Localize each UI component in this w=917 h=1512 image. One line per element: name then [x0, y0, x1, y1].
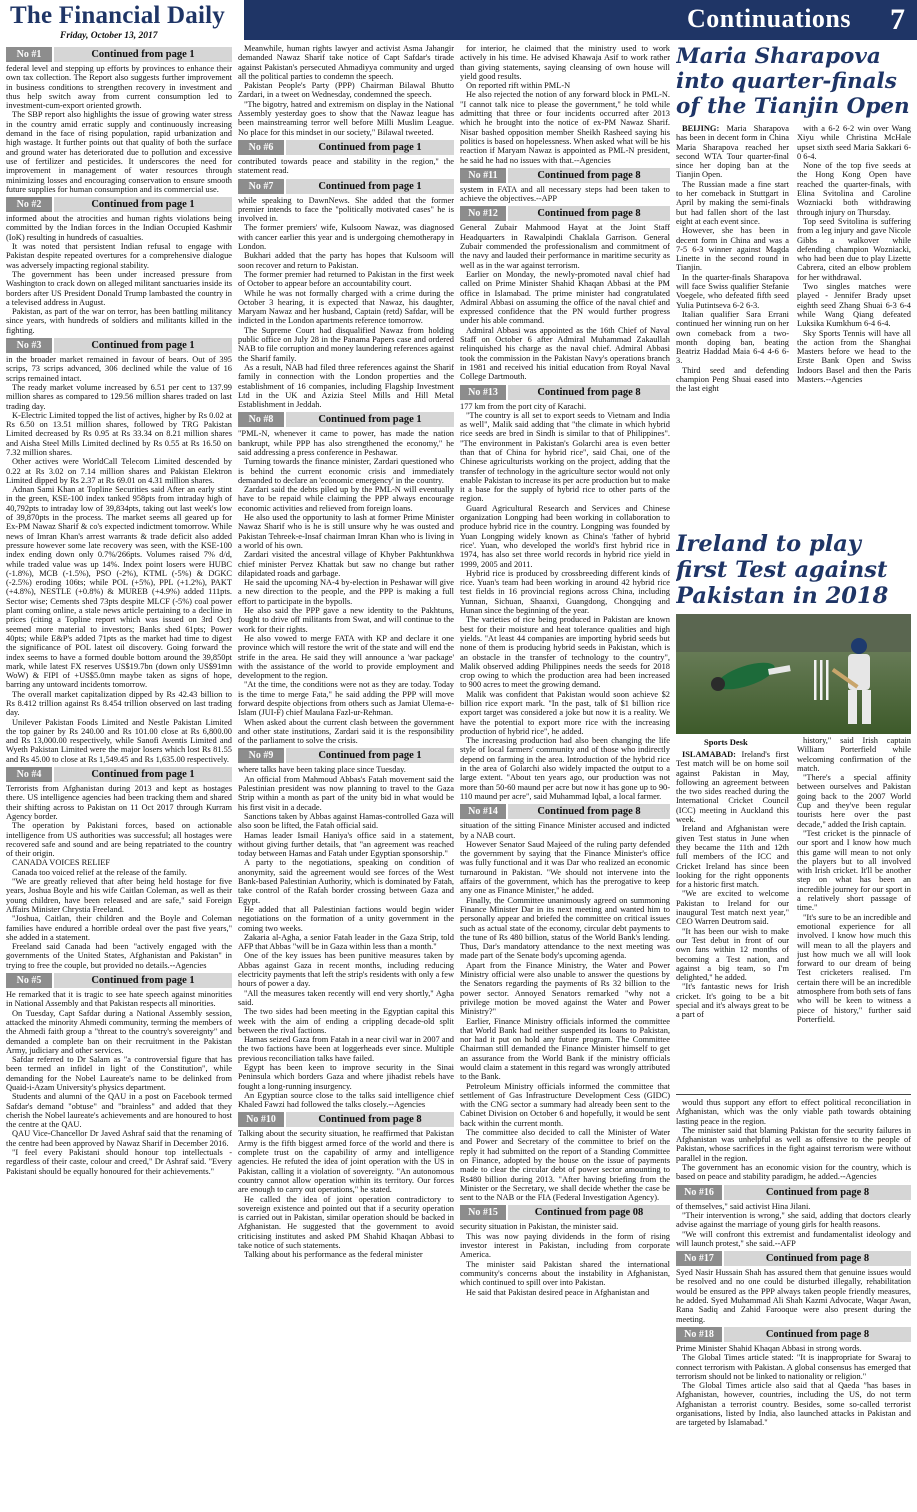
story-paragraph: would thus support any effort to effect political reconciliation in Afghanistan, which was the only viable path towards obtaining lasting peace in the region. — [676, 1098, 911, 1126]
continuation-number: No #15 — [460, 1205, 506, 1220]
story-paragraph: The ready market volume increased by 6.51 per cent to 137.99 million shares as compared to 129.56 million shares traded on last trading day. — [6, 382, 232, 411]
story-paragraph: The minister said that blaming Pakistan for the security failures in Afghanistan was unhelpful as well as offensive to the people of Pakistan, whose sacrifices in the fight against terrorism were without parallel in the region. — [676, 1125, 911, 1163]
continuation-title: Continued from page 8 — [724, 1185, 911, 1200]
story-paragraph: Sky Sports Tennis will have all the action from the Shanghai Masters before we head to the Erste Bank Open and Swiss Indoors Basel and then the Paris Masters.--Agencies — [797, 328, 911, 385]
story-paragraph: In the quarter-finals Sharapova will face Swiss qualifier Stefanie Voegele, who defeated fifth seed Yulia Putintseva 6-2 6-3. — [676, 272, 789, 310]
continuation-number: No #13 — [460, 385, 506, 400]
story-paragraph: "We are excited to welcome Pakistan to Ireland for our inaugural Test match next year," CEO Warren Deutrom said. — [676, 889, 789, 927]
story-paragraph: It was noted that persistent Indian refusal to engage with Pakistan despite repeated overtures for a comprehensive dialogue was adversely impacting regional stability. — [6, 242, 232, 270]
story-paragraph: Adnan Sami Khan at Topline Securities said After an early stint in the green, KSE-100 index tanked 958pts from intraday high of 40,792pts to intraday low of 39,834pts, taking out last week's low of 39,870pts in the process. The market seems all geared up for Ex-PM Nawaz Sharif & co's expected indictment tomorrow. While news of Imran Khan's arrest warrants & trade deficit also added pressure however some late recovery was seen, with the KSE-100 index ending down only 0.7%/266pts. Volumes raised 7% d/d, while traded value was up 14%. Index point losers were HUBC (-1.8%), MCB (-1.5%), PSO (-2%), KTML (-5%) & DGKC (-2.5%) eroding 106ts; while POL (+5%), PPL (+1.2%), PAKT (+4.8%), NESTLE (+0.8%) & MUREB (+4.9%) added 111pts. Sector wise; Cements shed 73pts despite MLCF (-5%) coal power plant coming online, a stale news article pertaining to a decline in prices (citing a Topline report which was issued on 3rd Oct) seemed more material to investors; Banks shed 61pts; Power 40pts; while E&P's added 71pts as the market had time to digest the significance of POL latest oil discovery. Going forward the index seems to have a formed double bottom around the 39,850pt mark, while latest FX reserves US$19.7bn (down only US$91mn WoW) & FIPI of +US$5.0mn maybe taken as signs of hope, barring any untoward incidents tomorrow. — [6, 485, 232, 690]
story-paragraph: Apart from the Finance Ministry, the Water and Power Ministry official were also unable to answer the questions by the Senators regarding the payments of Rs 32 billion to the power sector. Annoyed Senators remarked "why not a privilege motion be moved against the Water and Power Ministry?" — [460, 960, 670, 1017]
story-paragraph: A party to the negotiations, speaking on condition of anonymity, said the agreement would see forces of the West Bank-based Palestinian Authority, which is dominated by Fatah, take control of the Rafah border crossing between Gaza and Egypt. — [238, 858, 454, 905]
continuation-number: No #1 — [6, 47, 52, 62]
masthead — [0, 0, 917, 40]
story-paragraph: "It has been our wish to make our Test debut in front of our own fans within 12 months of becoming a Test nation, and against a big team, so I'm delighted," he added. — [676, 926, 789, 983]
story-paragraph: "The bigotry, hatred and extremism on display in the National Assembly yesterday goes to show that the Nawaz league has been mainstreaming terror well before Milli Muslim League. No place for this mindset in our society," Bilawal tweeted. — [238, 99, 454, 137]
story-paragraph: The committee also decided to call the Minister of Water and Power and Secretary of the committee to brief on the reply it had submitted on the report of a Standing Committee on Finance, adopted by the house on the issue of payments made to clear the circular debt of power sector amounting to Rs480 billion during 2013. "After having briefing from the Minister or the Secretary, we shall decide whether the case be sent to the NAB or the FIA (Federal Investigation Agency). — [460, 1128, 670, 1203]
story-paragraph: The former premiers' wife, Kulsoom Nawaz, was diagnosed with cancer earlier this year and is undergoing chemotherapy in London. — [238, 223, 454, 252]
sharapova-headline: Maria Sharapova into quarter-finals of the Tianjin Open — [676, 44, 910, 119]
story-paragraph: Students and alumni of the QAU in a post on Facebook termed Safdar's demand "obtuse" and "brainless" and added that they cherish the Nobel laureate's achievements and are honoured to host the centre at the QAU. — [6, 1092, 232, 1130]
section-title: Continuations — [687, 4, 851, 33]
continuation-title: Continued from page 8 — [508, 385, 670, 400]
story-paragraph: The two sides had been meeting in the Egyptian capital this week with the aim of ending a crippling decade-old split between the rival factions. — [238, 1007, 454, 1035]
continuation-title: Continued from page 1 — [54, 767, 232, 782]
sharapova-right — [797, 124, 911, 519]
continuation-number: No #5 — [6, 973, 52, 988]
story-paragraph: Hamas leader Ismail Haniya's office said in a statement, without giving further details, that "an agreement was reached today between Hamas and Fatah under Egyptian sponsorship." — [238, 830, 454, 859]
story-paragraph: Zardari said the debts piled up by the PML-N will eventually have to be repaid while claiming the PPP always encourage economic activities and relieved from foreign loans. — [238, 485, 454, 513]
story-paragraph: history," said Irish captain William Porterfield while welcoming confirmation of the match. — [797, 736, 911, 773]
story-paragraph: Terrorists from Afghanistan during 2013 and kept as hostages there. US intelligence agencies had been tracking them and shared their shifting across to Pakistan on 11 Oct 2017 through Kurram Agency border. — [6, 784, 232, 821]
story-paragraph: "Test cricket is the pinnacle of our sport and I know how much this game will mean to not only the players but to all involved with Irish cricket. It'll be another step on what has been an incredible journey for our sport in a relatively short passage of time." — [797, 828, 911, 913]
continuation-title: Continued from page 1 — [54, 338, 232, 353]
story-paragraph: An official from Mahmoud Abbas's Fatah movement said the Palestinian president was now planning to travel to the Gaza Strip within a month as part of the unity bid in what would be his first visit in a decade. — [238, 774, 454, 812]
story-paragraph: While he was not formally charged with a crime during the October 3 hearing, it is expected that Nawaz, his daughter, Maryam Nawaz and her husband, Captain (retd) Safdar, will be indicted in the London apartments reference tomorrow. — [238, 288, 454, 326]
continuation-header — [238, 748, 454, 763]
story-paragraph: The increasing production had also been changing the life style of local farmers' community and of those who indirectly depend on farming in the area. Introduction of the hybrid rice in the area of Golarchi also widely impacted the output to a large extent. "About ten years ago, our production was not more than 50-60 maund per acre but now it has gone up to 90-110 maund per acre", said Muhammad Iqbal, a local farmer. — [460, 736, 670, 801]
story-paragraph: Zakaria al-Agha, a senior Fatah leader in the Gaza Strip, told AFP that Abbas "will be in Gaza within less than a month." — [238, 932, 454, 952]
story-paragraph: On Tuesday, Capt Safdar during a National Assembly session, attacked the minority Ahmedi community, terming the members of the Ahmedi faith group a "threat to the country's sovereignty" and demanded a complete ban on their recruitment in the Pakistan Army, judiciary and other services. — [6, 1008, 232, 1055]
continuation-header — [460, 206, 670, 221]
story-paragraph: in the broader market remained in favour of bears. Out of 395 scrips, 73 scrips advanced, 306 declined while the value of 16 scrips remained intact. — [6, 355, 232, 383]
story-paragraph: Egypt has been keen to improve security in the Sinai Peninsula which borders Gaza and where jihadist rebels have fought a long-running insurgency. — [238, 1062, 454, 1091]
story-paragraph: K-Electric Limited topped the list of actives, higher by Rs 0.02 at Rs 6.50 on 13.51 million shares, followed by TRG Pakistan Limited decreased by Rs 0.95 at Rs 33.34 on 8.21 million shares and Aisha Steel Mills Limited declined by Rs 0.55 at Rs 16.50 on 7.32 million shares. — [6, 410, 232, 457]
story-paragraph: Two singles matches were played - Jennifer Brady upset eighth seed Zhang Shuai 6-3 6-4 while Wang Qiang defeated Luksika Kumkhum 6-4 6-4. — [797, 282, 911, 329]
story-paragraph: Hamas seized Gaza from Fatah in a near civil war in 2007 and the two factions have been at loggerheads ever since. Multiple previous reconciliation talks have failed. — [238, 1035, 454, 1063]
continuation-number: No #10 — [238, 1112, 284, 1127]
continuation-header — [238, 140, 454, 155]
story-paragraph: The Supreme Court had disqualified Nawaz from holding public office on July 28 in the Panama Papers case and ordered NAB to file corruption and money laundering references against the Sharif family. — [238, 325, 454, 363]
continuation-title: Continued from page 8 — [724, 1327, 911, 1342]
story-paragraph: He added that all Palestinian factions would begin wider negotiations on the formation of a unity government in the coming two weeks. — [238, 904, 454, 933]
continuation-title: Continued from page 8 — [286, 1112, 454, 1127]
story-paragraph: On reported rift within PML-N — [466, 81, 571, 91]
story-paragraph: One of the key issues has been punitive measures taken by Abbas against Gaza in recent months, including reducing electricity payments that left the strip's residents with only a few hours of power a day. — [238, 951, 454, 989]
story-paragraph: "I feel every Pakistani should honour top intellectuals - regardless of their caste, colour and creed," Dr Ashraf said. "Every Pakistani should be equally honoured for their achievements." — [6, 1148, 232, 1176]
story-paragraph: "At the time, the conditions were not as they are today. Today is the time to merge Fata," he said adding the PPP will move forward despite objections from others such as Jamiat Ulema-e-Islam (JUI-F) chief Maulana Fazl-ur-Rehman. — [238, 680, 454, 718]
continuation-header — [460, 804, 670, 819]
continuation-header — [460, 168, 670, 183]
story-paragraph: for interior, he claimed that the ministry used to work actively in his time. He advised Khawaja Asif to work rather than giving statements, saying cleansing of own house will yield good results. — [460, 44, 670, 81]
story-paragraph: QAU Vice-Chancellor Dr Javed Ashraf said that the renaming of the centre had been approved by Nawaz Sharif in December 2016. — [6, 1129, 232, 1148]
col4-bottom — [676, 1098, 911, 1506]
story-paragraph: Malik was confident that Pakistan would soon achieve $2 billion rice export mark. "In the past, talk of $1 billion rice export target was considered a joke but now it is a reality. We have the potential to export more rice with the increasing production of hybrid rice", he added. — [460, 689, 670, 736]
story-paragraph: The former premier had returned to Pakistan in the first week of October to appear before an accountability court. — [238, 269, 454, 289]
continuation-header — [676, 1251, 911, 1266]
story-paragraph: An Egyptian source close to the talks said intelligence chief Khaled Fawzi had followed the talks closely.--Agencies — [238, 1090, 454, 1110]
story-paragraph: "There's a special affinity between ourselves and Pakistan going back to the 2007 World Cup and they've been regular tourists here over the past decade," added the Irish captain. — [797, 773, 911, 829]
continuation-number: No #12 — [460, 206, 506, 221]
issue-date: Friday, October 13, 2017 — [60, 31, 158, 41]
story-paragraph: The government has an economic vision for the country, which is based on peace and stability paradigm, he added.--Agencies — [676, 1163, 911, 1182]
story-paragraph: with a 6-2 6-2 win over Wang Xiyu while Christina McHale upset sixth seed Maria Sakkari 6-0 6-4. — [797, 124, 911, 161]
continuation-header — [238, 412, 454, 427]
story-paragraph: informed about the atrocities and human rights violations being committed by the Indian forces in the Indian Occupied Kashmir (IoK) resulting in hundreds of casualties. — [6, 214, 232, 242]
story-paragraph: The Global Times article stated: "It is inappropriate for Swaraj to connect terrorism with Pakistan. A global consensus has emerged that terrorism should not be linked to nationality or religion." — [676, 1353, 911, 1381]
cricket-match-photo — [676, 614, 911, 734]
story-paragraph: 177 km from the port city of Karachi. — [460, 401, 587, 411]
newspaper-brand: The Financial Daily — [10, 2, 225, 29]
story-paragraph: "The country is all set to export seeds to Vietnam and India as well", Malik said adding that "the climate in which hybrid rice seeds are bred in Sindh is similar to that of Philippines". "The environment in Pakistan's Golarchi area is even better than that of China for hybrid rice", said Chai, one of the Chinese agriculturists working on the project, adding that the transfer of technology in the agriculture sector would not only enable Pakistan to increase its per acre production but to make it a base for the supply of hybrid rice to other parts of the region. — [460, 410, 670, 504]
story-paragraph: Finally, the Committee unanimously agreed on summoning Finance Minister Dar in its next meeting and wanted him to personally appear and briefed the committee on critical issues such as actual state of the economy, circular debt payments to the tune of Rs 480 billion, status of the World Bank's lending. Thus, Dar's mandatory attendance to the next meeting was made part of the Senate body's upcoming agenda. — [460, 895, 670, 961]
story-paragraph: security situation in Pakistan, the minister said. — [460, 1222, 619, 1232]
story-paragraph: Prime Minister Shahid Khaqan Abbasi in strong words. — [676, 1343, 862, 1353]
story-paragraph: General Zubair Mahmood Hayat at the Joint Staff Headquarters in Rawalpindi Chaklala Garrison. General Zubair commended the professionalism and commitment of the navy and lauded their performance in maritime security as well as in the war against terrorism. — [460, 223, 670, 270]
story-paragraph: "PML-N, whenever it came to power, has made the nation bankrupt, while PPP has also strengthened the economy," he said addressing a press conference in Peshawar. — [238, 429, 454, 457]
continuation-number: No #3 — [6, 338, 52, 353]
continuation-header — [6, 197, 232, 212]
story-paragraph: system in FATA and all necessary steps had been taken to achieve the objectives.--APP — [460, 184, 670, 204]
story-paragraph: Hybrid rice is produced by crossbreeding different kinds of rice. Yuan's team had been working in around 42 hybrid rice test fields in 16 provincial regions across China, including Yunnan, Sichuan, Shaanxi, Guangdong, Chongqing and Hunan since the beginning of the year. — [460, 568, 670, 616]
continuation-header — [676, 1327, 911, 1342]
story-paragraph: "All the measures taken recently will end very shortly," Agha said. — [238, 988, 454, 1007]
ireland-left: ISLAMABAD: Ireland's first Test match will be on home soil against Pakistan in May, following an agreement between the two sides reached during the International Cricket Council (ICC) meeting in Auckland this week. Ireland and Afghanistan were given Test status in June when they became the 11th and 12th full members of the ICC and Cricket Ireland has since been looking for the right opponents for a historic first match. "We are excited to welcome Pakistan to Ireland for our inaugural Test match next year," CEO Warren Deutrom said. "It has been our wish to make our Test debut in front of our own fans within 12 months of becoming a Test nation, and against a big team, so I'm delighted," he added. "It's fantastic news for Irish cricket. It's going to be a bit special and it's always great to be a part of — [676, 750, 789, 1020]
story-paragraph: He said the upcoming NA-4 by-election in Peshawar will give a new direction to the people, and the PPP is making a full effort to participate in the bypolls. — [238, 578, 454, 606]
story-paragraph: Other actives were WorldCall Telecom Limited descended by 0.22 at Rs 3.02 on 7.14 million shares and Pakistan Elektron Limited dipped by Rs 2.37 at Rs 69.01 on 4.31 million shares. — [6, 457, 232, 485]
story-paragraph: Earlier on Monday, the newly-promoted naval chief had called on Prime Minister Shahid Khaqan Abbasi at the PM office in Islamabad. The prime minister had congratulated Admiral Abbasi on assuming the office of the naval chief and expressed confidence that the PN would further progress under his able command. — [460, 269, 670, 326]
story-paragraph: When asked about the current clash between the government and other state institutions, Zardari said it is the responsibility of the parliament to solve the crisis. — [238, 717, 454, 746]
story-paragraph: contributed towards peace and stability in the region," the statement read. — [238, 156, 454, 176]
story-paragraph: Guard Agricultural Research and Services and Chinese organization Longping had been working in collaboration to produce hybrid rice in the country. Longping was founded by Yuan Longping widely known as China's 'father of hybrid rice'. Yuan, who developed the world's first hybrid rice in 1974, has also set three world records in hybrid rice yield in 1999, 2005 and 2011. — [460, 503, 670, 569]
story-paragraph: The operation by Pakistani forces, based on actionable intelligence from US authorities was successful; all hostages were recovered safe and sound and are being repatriated to the country of their origin. — [6, 821, 232, 859]
story-paragraph: However Senator Saud Majeed of the ruling party defended the government by saying that the Finance Minister's office was fully functional and it was Dar who realized an economic turnaround in Pakistan. "We should not intervene into the affairs of the government, which has the prerogative to keep any one as Finance Minister," he added. — [460, 839, 670, 896]
story-paragraph: He also rejected the notion of any forward block in PML-N. "I cannot talk nice to please the government," he told while admitting that three or four incidents occurred after 2013 which he brought into the notice of ex-PM Nawaz Sharif. Nisar bashed opposition member Sheikh Rasheed saying his politics is based on hopelessness. When asked what will be his reaction if Maryam Nawaz is appointed as PML-N president, he said he had no issues with that.--Agencies — [460, 90, 670, 165]
story-paragraph: Turning towards the finance minister, Zardari questioned who is behind the current economic crisis and immediately demanded to declare an 'economic emergency' in the country. — [238, 457, 454, 485]
story-paragraph: None of the top five seeds at the Hong Kong Open have reached the quarter-finals, with Elina Svitolina and Caroline Wozniacki both withdrawing through injury on Thursday. — [797, 161, 911, 217]
continuation-title: Continued from page 1 — [286, 412, 454, 427]
story-paragraph: The minister said Pakistan shared the international community's concerns about the instability in Afghanistan, which continued to spill over into Pakistan. — [460, 1259, 670, 1288]
continuation-header — [6, 973, 232, 988]
continuation-header — [6, 338, 232, 353]
story-paragraph: Syed Nasir Hussain Shah has assured them that genuine issues would be resolved and no one could be disturbed illegally, rehabilitation would be ensured as the PPP always taken people friendly measures, he added. Syed Muhammad Ali Shah Kazmi Advocate, Waqar Awan, Rana Sadiq and Zahid Farooque were also present during the meeting. — [676, 1268, 911, 1324]
story-paragraph: The overall market capitalization dipped by Rs 42.43 billion to Rs 8.412 trillion against Rs 8.454 trillion observed on last trading day. — [6, 689, 232, 718]
photo-caption: Sports Desk — [704, 737, 748, 747]
column-2 — [238, 44, 454, 1506]
story-paragraph: Third seed and defending champion Peng Shuai eased into the last eight — [676, 365, 789, 394]
continuation-number: No #11 — [460, 168, 506, 183]
story-paragraph: However, she has been in decent form in China and was a 7-5 6-3 winner against Magda Linette in the second round in Tianjin. — [676, 226, 789, 273]
continuation-header — [6, 767, 232, 782]
story-paragraph: He called the idea of joint operation contradictory to sovereign existence and pointed out that if a security operation is carried out in Pakistan, similar operation should be backed in Afghanistan. He suggested that the government to avoid criticising institutes and asked PM Shahid Khaqan Abbasi to take notice of such statements. — [238, 1194, 454, 1251]
continuation-title: Continued from page 1 — [54, 47, 232, 62]
story-paragraph: Bukhari added that the party has hopes that Kulsoom will soon recover and return to Pakistan. — [238, 251, 454, 270]
continuation-title: Continued from page 1 — [54, 197, 232, 212]
continuation-number: No #2 — [6, 197, 52, 212]
continuation-title: Continued from page 8 — [508, 168, 670, 183]
col3-intro — [460, 44, 670, 165]
continuation-header — [238, 1112, 454, 1127]
continuation-title: Continued from page 8 — [724, 1251, 911, 1266]
story-paragraph: federal level and stepping up efforts by provinces to enhance their own tax collection. The Report also suggests further improvement in business conditions to strengthen recovery in investment and thus help switch away from current consumption led to investment-cum-export oriented growth. — [6, 64, 232, 111]
story-paragraph: He remarked that it is tragic to see hate speech against minorities in National Assembly and that Pakistan respects all minorities. — [6, 990, 232, 1009]
story-paragraph: Earlier, Finance Ministry officials informed the committee that World Bank had neither suspended its loans to Pakistan, nor had it put on hold any future program. The Committee Chairman still demanded the Finance Minister himself to get an assurance from the World Bank if the ministry officials would claim a statement in this regard was wrongly attributed to the Bank. — [460, 1016, 670, 1082]
continuation-header — [6, 47, 232, 62]
story-paragraph: of themselves," said activist Hina Jilani. — [676, 1201, 811, 1211]
story-paragraph: The varieties of rice being produced in Pakistan are known best for their moisture and heat tolerance qualities and high yields. "At least 44 companies are importing hybrid seeds but none of them is producing hybrid seeds in Pakistan, which is an obstacle in the transfer of technology to the country", Malik observed adding Philippines needs the seeds for 2018 crop owing to which the production area had been increased to 900 acres to meet the growing demand. — [460, 615, 670, 690]
story-paragraph: Admiral Abbasi was appointed as the 16th Chief of Naval Staff on October 6 after Admiral Muhammad Zakaullah relinquished his charge as the naval chief. Admiral Abbasi took the commission in the Pakistan Navy's operations branch in 1981 and received his initial education from Royal Naval College Dartmouth. — [460, 325, 670, 382]
ireland-dateline: ISLAMABAD: — [682, 750, 736, 759]
story-paragraph: Ireland and Afghanistan were given Test status in June when they became the 11th and 12th full members of the ICC and Cricket Ireland has since been looking for the right opponents for a historic first match. — [676, 824, 789, 890]
story-paragraph: "We will confront this extremist and fundamentalist ideology and will launch protest," she said.--AFP — [676, 1229, 911, 1248]
section-rule — [676, 1094, 911, 1095]
story-paragraph: Top seed Svitolina is suffering from a leg injury and gave Nicole Gibbs a walkover while defending champion Wozniacki, who had been due to play Lizette Cabrera, cited an elbow problem for her withdrawal. — [797, 216, 911, 282]
story-paragraph: He also vowed to merge FATA with KP and declare it one province which will restore the writ of the state and will end the strife in the area. He said they will announce a 'war package' with the assistance of the world to provide employment and development to the region. — [238, 633, 454, 681]
story-paragraph: where talks have been taking place since Tuesday. — [238, 765, 406, 775]
story-paragraph: Talking about the security situation, he reaffirmed that Pakistan Army is the fifth biggest armed force of the world and there is complete trust on the capability of army and intelligence agencies. He refuted the idea of joint operation with the US in Pakistan, calling it a violation of sovereignty. "An autonomous country cannot allow operation within its territory. Our forces are enough to carry out operations," he stated. — [238, 1129, 454, 1195]
continuation-number: No #4 — [6, 767, 52, 782]
sharapova-left: BEIJING: Maria Sharapova has been in decent form in China Maria Sharapova reached her second WTA Tour quarter-final since her doping ban at the Tianjin Open. The Russian made a fine start to her comeback in Stuttgart in April by making the semi-finals but had fallen short of the last eight at each event since. However, she has been in decent form in China and was a 7-5 6-3 winner against Magda Linette in the second round in Tianjin. In the quarter-finals Sharapova will face Swiss qualifier Stefanie Voegele, who defeated fifth seed Yulia Putintseva 6-2 6-3. Italian qualifier Sara Errani continued her winning run on her own comeback from a two-month doping ban, beating Beatriz Haddad Maia 6-4 4-6 6-3. Third seed and defending champion Peng Shuai eased into the last eight — [676, 124, 789, 394]
story-paragraph: This was now paying dividends in the form of rising investor interest in Pakistan, including from corporate America. — [460, 1231, 670, 1260]
story-paragraph: The Global Times article also said that al Qaeda "has bases in Afghanistan, however, countries, including the US, do not term Afghanistan a terrorist country. Besides, some so-called terrorist organisations, listed by India, also launched attacks in Pakistan and are targeted by Islamabad." — [676, 1381, 911, 1428]
sharapova-dateline: BEIJING: — [682, 124, 720, 133]
story-paragraph: Talking about his performance as the federal minister — [244, 1250, 423, 1260]
story-paragraph: Freeland said Canada had been "actively engaged with the governments of the United States, Afghanistan and Pakistan" in trying to free the couple, but provided no details.--Agencies — [6, 942, 232, 970]
continuation-title: Continued from page 1 — [286, 179, 454, 194]
column-1 — [6, 44, 232, 1506]
continuation-number: No #7 — [238, 179, 284, 194]
story-paragraph: Sanctions taken by Abbas against Hamas-controlled Gaza will also soon be lifted, the Fatah official said. — [238, 811, 454, 831]
story-paragraph: Italian qualifier Sara Errani continued her winning run on her own comeback from a two-month doping ban, beating Beatriz Haddad Maia 6-4 4-6 6-3. — [676, 309, 789, 366]
story-paragraph: Safdar referred to Dr Salam as "a controversial figure that has been termed an infidel in light of the Constitution", while demanding for the Nobel Laureate's name to be delinked from Quaid-i-Azam University's physics department. — [6, 1055, 232, 1092]
continuation-title: Continued from page 1 — [54, 973, 232, 988]
story-paragraph: "Joshua, Caitlan, their children and the Boyle and Coleman families have endured a horrible ordeal over the past five years," she added in a statement. — [6, 914, 232, 942]
story-paragraph: As a result, NAB had filed three references against the Sharif family in connection with the London properties and the establishment of 16 companies, including Flagship Investment Ltd in the UK and Azizia Steel Mills and Hill Metal Establishment in Jeddah. — [238, 362, 454, 410]
story-paragraph: Meanwhile, human rights lawyer and activist Asma Jahangir demanded Nawaz Sharif take notice of Capt Safdar's tirade against Pakistan's persecuted Ahmadiyya community and urged all the political parties to condemn the speech. — [238, 44, 454, 81]
story-paragraph: The SBP report also highlights the issue of growing water stress in the country amid erratic supply and continuously increasing demand in the face of rising population, rapid urbanization and high wastage. It further points out that quality of both the surface and ground water has deteriorated due to pollution and excessive use of fertilizer and pesticides. It underscores the need for improvement in management of water resources through minimizing losses and encouraging conservation to ensure smooth future supplies for human consumption and its commercial use. — [6, 110, 232, 194]
story-paragraph: Petroleum Ministry officials informed the committee that settlement of Gas Infrastructure Development Cess (GIDC) with the CNG sector a summary had already been sent to the Cabinet Division on October 6 and hopefully, it would be sent back within the current month. — [460, 1081, 670, 1128]
story-paragraph: CANADA VOICES RELIEF — [12, 858, 111, 868]
story-paragraph: Canada too voiced relief at the release of the family. — [12, 867, 187, 877]
column-4 — [676, 44, 911, 1506]
ireland-right — [797, 736, 911, 1090]
column-3 — [460, 44, 670, 1506]
continuation-header — [460, 1205, 670, 1220]
continuation-title: Continued from page 8 — [508, 804, 670, 819]
story-paragraph: Unilever Pakistan Foods Limited and Nestle Pakistan Limited the top gainer by Rs 240.00 and Rs 101.00 close at Rs 6,800.00 and Rs 13,000.00 respectively, while Sanofi Aventis Limited and Wyeth Pakistan Limited were the major losers which lost Rs 81.55 and Rs 45.00 to close at Rs 1,549.45 and Rs 1,635.00 respectively. — [6, 717, 232, 764]
story-paragraph: The government has been under increased pressure from Washington to crack down on alleged militant sanctuaries inside its borders after US President Donald Trump lambasted the country in a televised address in August. — [6, 269, 232, 307]
story-paragraph: while speaking to DawnNews. She added that the former premier intends to face the "politically motivated cases" he is involved in. — [238, 195, 454, 224]
story-paragraph: Pakistan, as part of the war on terror, has been battling militancy since years, with hundreds of soldiers and militants killed in the fighting. — [6, 307, 232, 335]
story-paragraph: He also used the opportunity to lash at former Prime Minister Nawaz Sharif who is he is still unsure why he was ousted and Pakistan Tehreek-e-Insaf chairman Imran Khan who is living in a world of his own. — [238, 513, 454, 550]
story-paragraph: Zardari visited the ancestral village of Khyber Pakhtunkhwa chief minister Pervez Khattak but saw no change but rather dilapidated roads and garbage. — [238, 550, 454, 578]
continuation-number: No #6 — [238, 140, 284, 155]
continuation-title: Continued from page 8 — [508, 206, 670, 221]
story-paragraph: The Russian made a fine start to her comeback in Stuttgart in April by making the semi-finals but had fallen short of the last eight at each event since. — [676, 179, 789, 226]
continuation-number: No #9 — [238, 748, 284, 763]
story-paragraph: "We are greatly relieved that after being held hostage for five years, Joshua Boyle and his wife Caitlan Coleman, as well as their young children, have been released and are safe," said Foreign Affairs Minister Chrystia Freeland. — [6, 877, 232, 914]
continuation-title: Continued from page 1 — [286, 140, 454, 155]
continuation-title: Continued from page 1 — [286, 748, 454, 763]
continuation-header — [676, 1185, 911, 1200]
ireland-headline: Ireland to play first Test against Pakistan in 2018 — [676, 531, 889, 609]
story-paragraph: situation of the sitting Finance Minister accused and indicted by a NAB court. — [460, 821, 670, 840]
story-paragraph: "It's sure to be an incredible and emotional experience for all involved. I know how much this will mean to all the players and just how much we all will look forward to our dream of being Test cricketers realised. I'm certain there will be an incredible atmosphere from both sets of fans who will be keen to witness a piece of history," further said Porterfield. — [797, 912, 911, 1024]
story-paragraph: "It's fantastic news for Irish cricket. It's going to be a bit special and it's always great to be a part of — [676, 982, 789, 1020]
continuation-header — [460, 385, 670, 400]
continuation-header — [238, 179, 454, 194]
continuation-title: Continued from page 08 — [508, 1205, 670, 1220]
section-band — [244, 0, 917, 40]
continuation-number: No #8 — [238, 412, 284, 427]
story-paragraph: He also said the PPP gave a new identity to the Pakhtuns, fought to drive off militants from Swat, and will continue to the work for their rights. — [238, 606, 454, 634]
continuation-number: No #14 — [460, 804, 506, 819]
page-number: 7 — [890, 3, 905, 36]
continuation-number: No #18 — [676, 1327, 722, 1342]
story-paragraph: He said that Pakistan desired peace in Afghanistan and — [466, 1287, 650, 1297]
continuation-number: No #16 — [676, 1185, 722, 1200]
story-paragraph: Pakistan People's Party (PPP) Chairman Bilawal Bhutto Zardari, in a tweet on Wednesday, condemned the speech. — [238, 81, 454, 100]
col2-intro — [238, 44, 454, 137]
story-paragraph: "Their intervention is wrong," she said, adding that doctors clearly advise against the marriage of young girls for health reasons. — [676, 1210, 911, 1230]
continuation-number: No #17 — [676, 1251, 722, 1266]
